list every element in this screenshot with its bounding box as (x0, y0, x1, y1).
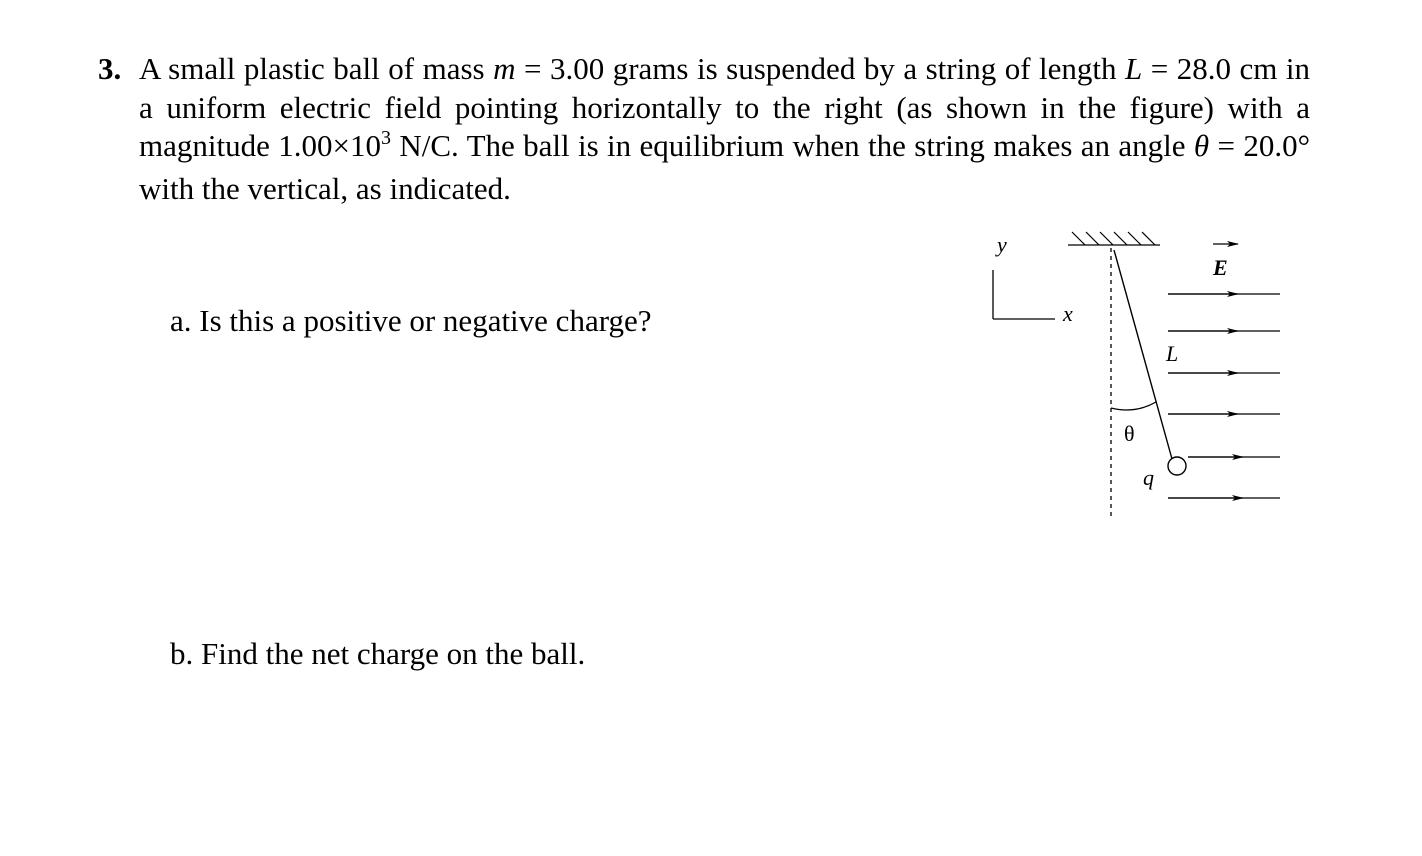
coordinate-axes (993, 270, 1055, 319)
text-seg-1: A small plastic ball of mass (139, 51, 494, 86)
text-seg-5: = 20.0° with the vertical, as indicated. (139, 128, 1310, 206)
electric-field-label-group (1212, 244, 1238, 280)
text-seg-2: = 3.00 grams is suspended by a string of length (515, 51, 1126, 86)
axis-y-label: y (997, 232, 1007, 257)
axis-x-label: x (1063, 301, 1073, 326)
text-seg-4: N/C. The ball is in equilibrium when the string makes an angle (390, 128, 1194, 163)
charged-ball (1168, 457, 1186, 475)
var-L: L (1125, 51, 1143, 86)
text-seg-3: = 28.0 cm in a uniform electric field pointing horizontally to the right (as shown in the figure) with a magnitude 1.00×10 (139, 51, 1310, 163)
field-label: E (1213, 255, 1228, 280)
problem-number: 3. (98, 51, 122, 86)
charge-label: q (1143, 465, 1154, 490)
var-theta: θ (1193, 128, 1210, 163)
pendulum-string (1114, 250, 1172, 459)
question-part-a: a. Is this a positive or negative charge? (170, 303, 652, 338)
angle-arc (1111, 402, 1156, 410)
exponent: 3 (380, 127, 391, 149)
angle-label: θ (1124, 421, 1135, 446)
length-label: L (1166, 341, 1179, 366)
question-part-b: b. Find the net charge on the ball. (170, 636, 586, 671)
ceiling-support (1068, 232, 1160, 245)
var-m: m (493, 51, 516, 86)
